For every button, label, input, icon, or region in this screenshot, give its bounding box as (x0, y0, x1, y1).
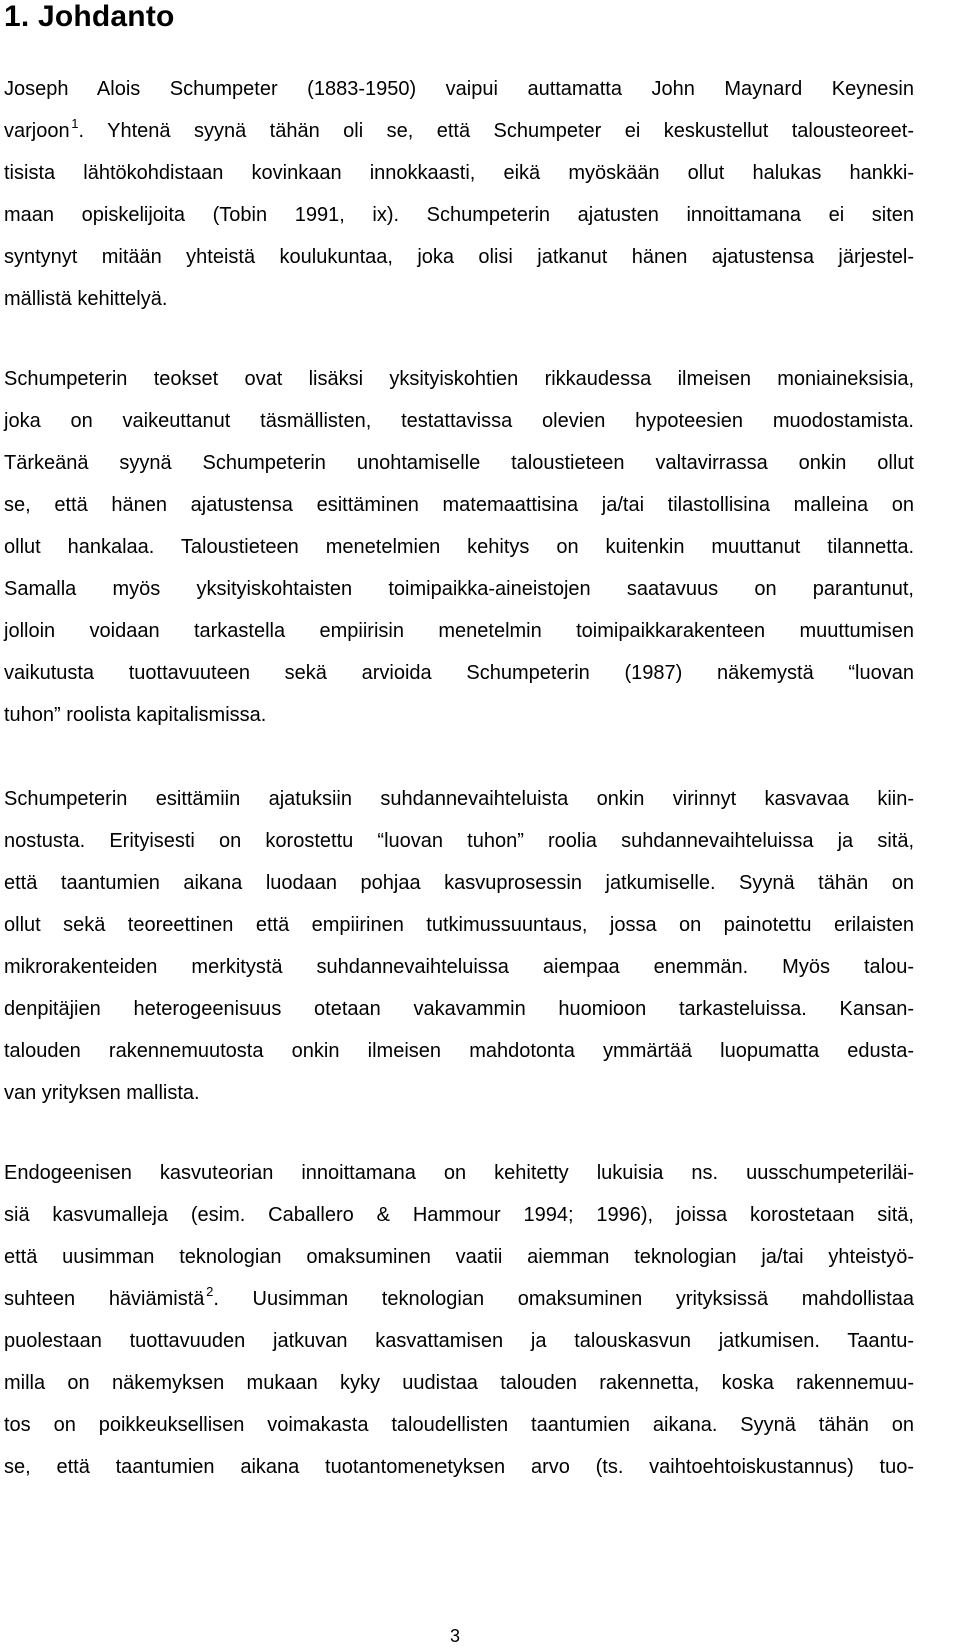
paragraph-line: Endogeenisen kasvuteorian innoittamana on kehitetty lukuisia ns. uusschumpeteriläi- (4, 1162, 914, 1184)
paragraph-line: mikrorakenteiden merkitystä suhdannevaihteluissa aiempaa enemmän. Myös talou- (4, 956, 914, 978)
paragraph-line: nostusta. Erityisesti on korostettu “luovan tuhon” roolia suhdannevaihteluissa ja sitä, (4, 830, 914, 852)
paragraph-line: Schumpeterin teokset ovat lisäksi yksityiskohtien rikkaudessa ilmeisen moniaineksisia, (4, 368, 914, 390)
paragraph-line: se, että hänen ajatustensa esittäminen matemaattisina ja/tai tilastollisina malleina on (4, 494, 914, 516)
paragraph-line: Samalla myös yksityiskohtaisten toimipaikka-aineistojen saatavuus on parantunut, (4, 578, 914, 600)
paragraph-line: Schumpeterin esittämiin ajatuksiin suhdannevaihteluista onkin virinnyt kasvavaa kiin- (4, 788, 914, 810)
paragraph-line: Tärkeänä syynä Schumpeterin unohtamiselle taloustieteen valtavirrassa onkin ollut (4, 452, 914, 474)
paragraph-2 (4, 358, 914, 736)
paragraph-line: että uusimman teknologian omaksuminen vaatii aiemman teknologian ja/tai yhteistyö- (4, 1246, 914, 1268)
line-text: varjoon (4, 120, 70, 142)
paragraph-line: maan opiskelijoita (Tobin 1991, ix). Schumpeterin ajatusten innoittamana ei siten (4, 204, 914, 226)
paragraph-line: ollut sekä teoreettinen että empiirinen tutkimussuuntaus, jossa on painotettu erilaisten (4, 914, 914, 936)
paragraph-line: Joseph Alois Schumpeter (1883-1950) vaipui auttamatta John Maynard Keynesin (4, 78, 914, 100)
paragraph-line: talouden rakennemuutosta onkin ilmeisen mahdotonta ymmärtää luopumatta edusta- (4, 1040, 914, 1062)
paragraph-line: tos on poikkeuksellisen voimakasta taloudellisten taantumien aikana. Syynä tähän on (4, 1414, 914, 1436)
paragraph-line: puolestaan tuottavuuden jatkuvan kasvattamisen ja talouskasvun jatkumisen. Taantu- (4, 1330, 914, 1352)
line-text: . (213, 1288, 219, 1310)
line-text: . (78, 120, 85, 142)
section-heading: 1. Johdanto (4, 0, 175, 33)
paragraph-line: siä kasvumalleja (esim. Caballero & Hammour 1994; 1996), joissa korostetaan sitä, (4, 1204, 914, 1226)
paragraph-line: van yrityksen mallista. (4, 1082, 200, 1104)
paragraph-1 (4, 68, 914, 320)
paragraph-line (4, 110, 914, 152)
paragraph-line: syntynyt mitään yhteistä koulukuntaa, joka olisi jatkanut hänen ajatustensa järjestel- (4, 246, 914, 268)
paragraph-line: se, että taantumien aikana tuotantomenetyksen arvo (ts. vaihtoehtoiskustannus) tuo- (4, 1456, 914, 1478)
paragraph-line: mällistä kehittelyä. (4, 288, 168, 310)
paragraph-line: tuhon” roolista kapitalismissa. (4, 704, 267, 726)
paragraph-line: ollut hankalaa. Taloustieteen menetelmien kehitys on kuitenkin muuttanut tilannetta. (4, 536, 914, 558)
footnote-marker: 2 (206, 1284, 214, 1299)
paragraph-line: tisista lähtökohdistaan kovinkaan innokkaasti, eikä myöskään ollut halukas hankki- (4, 162, 914, 184)
paragraph-line: että taantumien aikana luodaan pohjaa kasvuprosessin jatkumiselle. Syynä tähän on (4, 872, 914, 894)
paragraph-4 (4, 1152, 914, 1488)
paragraph-line (4, 1278, 914, 1320)
paragraph-3 (4, 778, 914, 1114)
page-number: 3 (449, 1626, 460, 1646)
footnote-marker: 1 (71, 116, 79, 131)
paragraph-line: milla on näkemyksen mukaan kyky uudistaa talouden rakennetta, koska rakennemuu- (4, 1372, 914, 1394)
paragraph-line: jolloin voidaan tarkastella empiirisin menetelmin toimipaikkarakenteen muuttumisen (4, 620, 914, 642)
line-text: suhteen häviämistä (4, 1288, 205, 1310)
line-text: Uusimman teknologian omaksuminen yrityksissä mahdollistaa (252, 1288, 915, 1310)
line-text: Yhtenä syynä tähän oli se, että Schumpeter ei keskustellut talousteoreet- (107, 120, 914, 142)
paragraph-line: joka on vaikeuttanut täsmällisten, testattavissa olevien hypoteesien muodostamista. (4, 410, 914, 432)
paragraph-line: vaikutusta tuottavuuteen sekä arvioida Schumpeterin (1987) näkemystä “luovan (4, 662, 914, 684)
paragraph-line: denpitäjien heterogeenisuus otetaan vakavammin huomioon tarkasteluissa. Kansan- (4, 998, 914, 1020)
